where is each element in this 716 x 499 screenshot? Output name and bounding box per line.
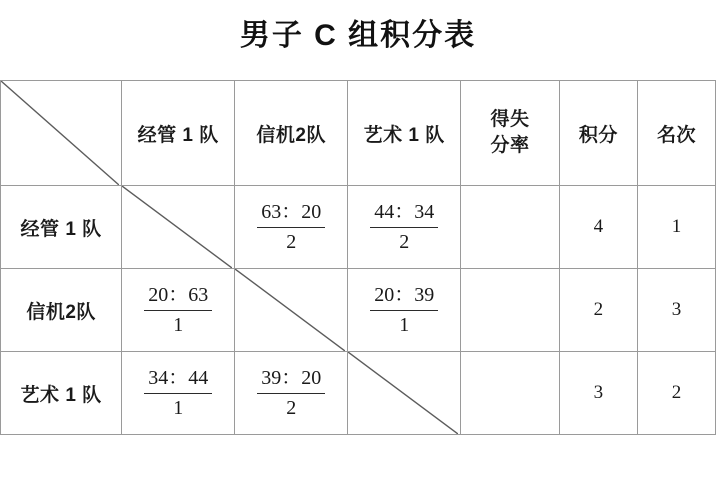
self-match-cell bbox=[122, 186, 235, 269]
column-header-score-ratio-line1: 得失 bbox=[490, 108, 530, 130]
match-score-value: 20：39 bbox=[370, 283, 438, 311]
column-header-team-3: 艺术 1 队 bbox=[348, 81, 461, 186]
match-score-value: 63：20 bbox=[257, 200, 325, 228]
row-header-team-2: 信机2队 bbox=[1, 269, 122, 352]
page-title: 男子 C 组积分表 bbox=[239, 19, 477, 52]
column-header-score-ratio-line2: 分率 bbox=[490, 135, 530, 156]
rank-cell: 2 bbox=[637, 352, 715, 435]
diagonal-line-icon bbox=[1, 81, 119, 185]
match-points-value: 1 bbox=[399, 313, 410, 336]
match-score-value: 20：63 bbox=[144, 283, 212, 311]
column-header-points: 积分 bbox=[559, 81, 637, 186]
match-points-value: 1 bbox=[173, 396, 184, 419]
match-score-cell bbox=[235, 352, 348, 435]
table-row bbox=[1, 186, 716, 269]
column-header-team-2: 信机2队 bbox=[235, 81, 348, 186]
self-match-cell bbox=[235, 269, 348, 352]
column-header-team-1: 经管 1 队 bbox=[122, 81, 235, 186]
match-points-value: 2 bbox=[286, 396, 297, 419]
table-row bbox=[1, 352, 716, 435]
table-row bbox=[1, 269, 716, 352]
match-score-cell bbox=[122, 352, 235, 435]
match-score-cell bbox=[235, 186, 348, 269]
diagonal-line-icon bbox=[122, 186, 232, 268]
match-score-cell bbox=[122, 269, 235, 352]
match-points-value: 2 bbox=[286, 230, 297, 253]
row-header-team-3: 艺术 1 队 bbox=[1, 352, 122, 435]
points-cell: 3 bbox=[559, 352, 637, 435]
match-points-value: 1 bbox=[173, 313, 184, 336]
match-score-value: 34：44 bbox=[144, 366, 212, 394]
standings-table bbox=[0, 80, 716, 435]
score-ratio-cell bbox=[461, 352, 560, 435]
row-header-team-1: 经管 1 队 bbox=[1, 186, 122, 269]
match-points-value: 2 bbox=[399, 230, 410, 253]
points-cell: 2 bbox=[559, 269, 637, 352]
match-score-value: 44：34 bbox=[370, 200, 438, 228]
score-ratio-cell bbox=[461, 186, 560, 269]
corner-diagonal-cell bbox=[1, 81, 122, 186]
rank-cell: 1 bbox=[637, 186, 715, 269]
column-header-score-ratio bbox=[461, 81, 560, 186]
match-score-cell bbox=[348, 186, 461, 269]
table-header-row bbox=[1, 81, 716, 186]
score-ratio-cell bbox=[461, 269, 560, 352]
self-match-cell bbox=[348, 352, 461, 435]
rank-cell: 3 bbox=[637, 269, 715, 352]
diagonal-line-icon bbox=[235, 269, 345, 351]
match-score-value: 39：20 bbox=[257, 366, 325, 394]
match-score-cell bbox=[348, 269, 461, 352]
points-cell: 4 bbox=[559, 186, 637, 269]
column-header-rank: 名次 bbox=[637, 81, 715, 186]
diagonal-line-icon bbox=[348, 352, 458, 434]
